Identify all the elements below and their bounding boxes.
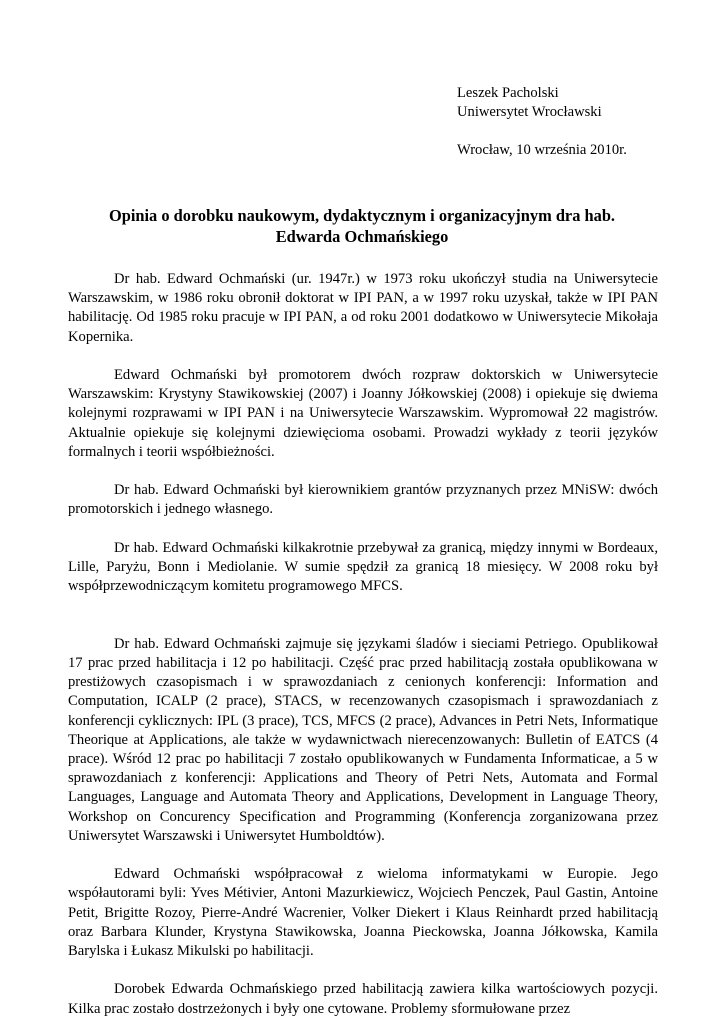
paragraph-assessment: Dorobek Edwarda Ochmańskiego przed habilitacją zawiera kilka wartościowych pozycji. Kilka prac zostało dostrzeżonych i były one cytowane. Problemy sformułowane przez: [68, 981, 658, 1017]
title-line-1: Opinia o dorobku naukowym, dydaktycznym i organizacyjnym dra hab.: [108, 206, 616, 225]
document-body: [68, 270, 658, 1019]
title-line-2: Edwarda Ochmańskiego: [275, 227, 449, 246]
letter-date: Wrocław, 10 września 2010r.: [457, 142, 627, 158]
sender-name: Leszek Pacholski: [457, 85, 559, 101]
paragraph-abroad: Dr hab. Edward Ochmański kilkakrotnie przebywał za granicą, między innymi w Bordeaux, Lille, Paryżu, Bonn i Mediolanie. W sumie spędził za granicą 18 miesięcy. W 2008 roku był współprzewodniczącym komitetu programowego MFCS.: [68, 539, 658, 595]
sender-block: [457, 84, 717, 160]
paragraph-publications: Dr hab. Edward Ochmański zajmuje się językami śladów i sieciami Petriego. Opublikował 17 prac przed habilitacja i 12 po habilitacji. Część prac przed habilitacją została opublikowana w prestiżowych czasopismach i w sprawozdaniach z cenionych konferencji: Information and Computation, ICALP (2 prace), STACS, w recenzowanych czasopismach i sprawozdaniach z konferencji cyklicznych: IPL (3 prace), TCS, MFCS (2 prace), Advances in Petri Nets, Informatique Theorique at Applications, ale także w wydawnictwach nierecenzowanych: Bulletin of EATCS (4 prace). Wśród 12 prac po habilitacji 7 zostało opublikowanych w Fundamenta Informaticae, a 5 w sprawozdaniach z konferencji: Applications and Theory of Petri Nets, Automata and Formal Languages, Language and Automata Theory and Applications, Development in Language Theory, Workshop on Concurency Specification and Programming (Konferencja zorganizowana przez Uniwersytet Warszawski i Uniwersytet Humboldtów).: [68, 635, 658, 844]
document-title: [60, 205, 664, 247]
paragraph-supervision: Edward Ochmański był promotorem dwóch rozpraw doktorskich w Uniwersytecie Warszawskim: Krystyny Stawikowskiej (2007) i Joanny Jółkowskiej (2008) i opiekuje się dwiema kolejnymi rozprawami w IPI PAN i na Uniwersytecie Warszawskim. Wypromował 22 magistrów. Aktualnie opiekuje się kolejnymi dziewięcioma osobami. Prowadzi wykłady z teorii języków formalnych i teorii współbieżności.: [68, 367, 658, 460]
paragraph-education: Dr hab. Edward Ochmański (ur. 1947r.) w 1973 roku ukończył studia na Uniwersytecie Warszawskim, w 1986 roku obronił doktorat w IPI PAN, a w 1997 roku uzyskał, także w IPI PAN habilitację. Od 1985 roku pracuje w IPI PAN, a od roku 2001 dodatkowo w Uniwersytecie Mikołaja Kopernika.: [68, 271, 658, 345]
sender-institution: Uniwersytet Wrocławski: [457, 104, 602, 120]
paragraph-grants: Dr hab. Edward Ochmański był kierownikiem grantów przyznanych przez MNiSW: dwóch promotorskich i jednego własnego.: [68, 482, 658, 518]
paragraph-collaboration: Edward Ochmański współpracował z wieloma informatykami w Europie. Jego współautorami byli: Yves Métivier, Antoni Mazurkiewicz, Wojciech Penczek, Paul Gastin, Antoine Petit, Brigitte Rozoy, Pierre-André Wacrenier, Volker Diekert i Klaus Reinhardt przed habilitacją oraz Barbara Klunder, Krystyna Stawikowska, Joanna Pieckowska, Joanna Jółkowska, Kamila Barylska i Łukasz Mikulski po habilitacji.: [68, 866, 658, 960]
